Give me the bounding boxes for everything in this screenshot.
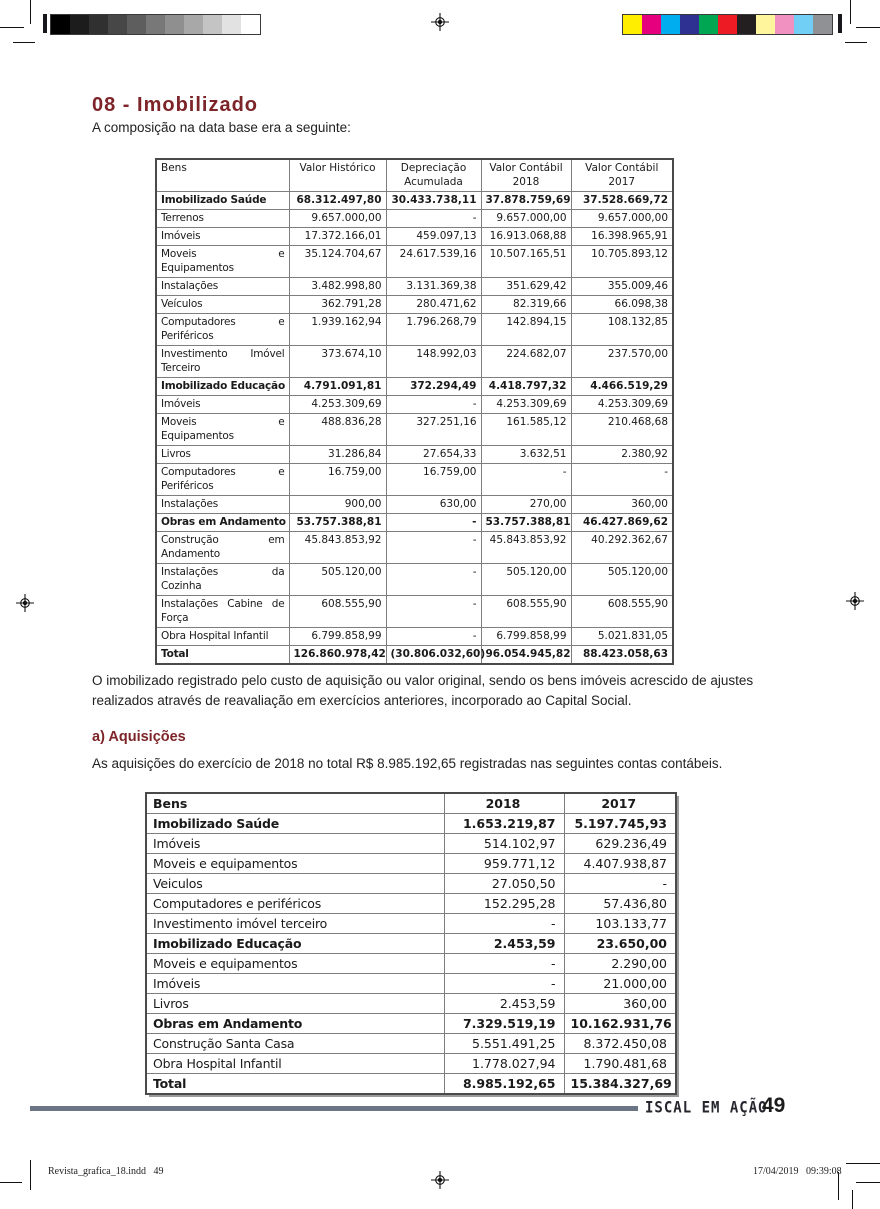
bens-cell: Imóveis [146,834,444,854]
table-row [146,1054,676,1074]
value-cell: 1.653.219,87 [444,814,564,834]
ink-density-bar [43,14,47,33]
value-cell: 24.617.539,16 [386,246,481,278]
value-cell: 2.453,59 [444,994,564,1014]
bens-cell: Imobilizado Educação [146,934,444,954]
section-subtitle: A composição na data base era a seguinte: [92,120,351,135]
grayscale-calibration-bar [50,14,261,35]
value-cell: - [386,596,481,628]
bens-cell: Total [146,1074,444,1095]
column-header: Valor Histórico [289,159,386,192]
table-row [156,278,673,296]
value-cell: 10.162.931,76 [564,1014,676,1034]
value-cell: 96.054.945,82 [481,646,571,665]
value-cell: 17.372.166,01 [289,228,386,246]
calibration-swatch [680,15,699,34]
value-cell: 126.860.978,42 [289,646,386,665]
bens-cell: Veículos [156,296,289,314]
column-header: 2017 [564,793,676,814]
bens-cell: Imóveis [156,228,289,246]
value-cell: 8.372.450,08 [564,1034,676,1054]
bens-cell: Total [156,646,289,665]
value-cell: 488.836,28 [289,414,386,446]
value-cell: 630,00 [386,496,481,514]
calibration-swatch [794,15,813,34]
calibration-swatch [146,15,165,34]
acquisitions-table [145,792,677,1095]
print-slug-filename: Revista_grafica_18.indd 49 [48,1166,164,1177]
table-row [146,854,676,874]
value-cell: 30.433.738,11 [386,192,481,210]
value-cell: 161.585,12 [481,414,571,446]
value-cell: 1.778.027,94 [444,1054,564,1074]
value-cell: 360,00 [564,994,676,1014]
value-cell: 142.894,15 [481,314,571,346]
value-cell: 40.292.362,67 [571,532,673,564]
section-title: 08 - Imobilizado [92,94,259,116]
value-cell: 224.682,07 [481,346,571,378]
value-cell: 9.657.000,00 [571,210,673,228]
body-paragraph: O imobilizado registrado pelo custo de aquisição ou valor original, sendo os bens imóveis acrescido de ajustes realizados através de reavaliação em exercícios anteriores, incorporado ao Capital Social. [92,673,754,709]
table-header-row [156,159,673,192]
bens-cell: Obra Hospital Infantil [146,1054,444,1074]
bens-cell: Imóveis [156,396,289,414]
crop-mark [0,27,24,28]
value-cell: 2.453,59 [444,934,564,954]
value-cell: - [444,974,564,994]
bens-cell: Construção em Andamento [156,532,289,564]
calibration-swatch [623,15,642,34]
value-cell: 16.913.068,88 [481,228,571,246]
value-cell: 4.253.309,69 [289,396,386,414]
table-row [146,874,676,894]
value-cell: 4.407.938,87 [564,854,676,874]
bens-cell: Terrenos [156,210,289,228]
value-cell: - [444,914,564,934]
calibration-swatch [70,15,89,34]
value-cell: - [386,514,481,532]
table-row [146,1034,676,1054]
table-row [146,974,676,994]
value-cell: 608.555,90 [571,596,673,628]
page-number: 49 [762,1094,786,1117]
value-cell: 360,00 [571,496,673,514]
table-row [146,1074,676,1095]
value-cell: 1.790.481,68 [564,1054,676,1074]
calibration-swatch [756,15,775,34]
bens-cell: Computadores e periféricos [146,894,444,914]
crop-mark [13,42,35,43]
bens-cell: Obras em Andamento [146,1014,444,1034]
value-cell: 5.551.491,25 [444,1034,564,1054]
table-row [156,296,673,314]
table-row [146,914,676,934]
table-row [146,1014,676,1034]
print-slug-timestamp: 17/04/2019 09:39:08 [753,1166,842,1177]
value-cell: 280.471,62 [386,296,481,314]
value-cell: 103.133,77 [564,914,676,934]
value-cell: - [386,532,481,564]
value-cell: 27.654,33 [386,446,481,464]
crop-mark [845,42,867,43]
bens-cell: Obra Hospital Infantil [156,628,289,646]
bens-cell: Moveis e equipamentos [146,954,444,974]
table-row [156,346,673,378]
table-row [156,514,673,532]
value-cell: 46.427.869,62 [571,514,673,532]
value-cell: 3.482.998,80 [289,278,386,296]
composition-table [155,158,674,665]
column-header: Valor Contábil 2017 [571,159,673,192]
registration-mark-icon [16,594,34,612]
value-cell: 37.528.669,72 [571,192,673,210]
value-cell: 270,00 [481,496,571,514]
calibration-swatch [184,15,203,34]
table-row [146,954,676,974]
value-cell: 8.985.192,65 [444,1074,564,1095]
calibration-swatch [737,15,756,34]
bens-cell: Livros [156,446,289,464]
value-cell: 4.253.309,69 [481,396,571,414]
value-cell: 9.657.000,00 [289,210,386,228]
value-cell: 4.418.797,32 [481,378,571,396]
crop-mark [0,1182,22,1183]
value-cell: 53.757.388,81 [289,514,386,532]
crop-mark [30,0,31,24]
bens-cell: Investimento Imóvel Terceiro [156,346,289,378]
value-cell: 45.843.853,92 [481,532,571,564]
bens-cell: Moveis e Equipamentos [156,246,289,278]
bens-cell: Instalações da Cozinha [156,564,289,596]
subsection-heading: a) Aquisições [92,729,186,745]
column-header: Bens [146,793,444,814]
footer-rule [30,1106,638,1111]
value-cell: 57.436,80 [564,894,676,914]
calibration-swatch [108,15,127,34]
value-cell: 210.468,68 [571,414,673,446]
value-cell: (30.806.032,60) [386,646,481,665]
color-calibration-bar [622,14,833,35]
value-cell: 6.799.858,99 [289,628,386,646]
subsection-intro: As aquisições do exercício de 2018 no total R$ 8.985.192,65 registradas nas seguintes contas contábeis. [92,756,723,771]
value-cell: 66.098,38 [571,296,673,314]
table-row [156,414,673,446]
value-cell: 505.120,00 [571,564,673,596]
table-row [156,464,673,496]
table-row [156,628,673,646]
value-cell: 35.124.704,67 [289,246,386,278]
bens-cell: Livros [146,994,444,1014]
value-cell: 4.253.309,69 [571,396,673,414]
calibration-swatch [222,15,241,34]
bens-cell: Instalações Cabine de Força [156,596,289,628]
value-cell: 15.384.327,69 [564,1074,676,1095]
table-row [156,446,673,464]
value-cell: 148.992,03 [386,346,481,378]
value-cell: 88.423.058,63 [571,646,673,665]
table-row [146,994,676,1014]
value-cell: 16.759,00 [289,464,386,496]
value-cell: 4.791.091,81 [289,378,386,396]
table-row [156,564,673,596]
ink-density-bar [838,14,842,33]
table-header-row [146,793,676,814]
calibration-swatch [51,15,70,34]
calibration-swatch [699,15,718,34]
crop-mark [852,1190,853,1209]
calibration-swatch [661,15,680,34]
calibration-swatch [813,15,832,34]
value-cell: 1.796.268,79 [386,314,481,346]
value-cell: 16.759,00 [386,464,481,496]
registration-mark-icon [846,592,864,610]
bens-cell: Construção Santa Casa [146,1034,444,1054]
value-cell: 68.312.497,80 [289,192,386,210]
table-row [156,532,673,564]
value-cell: 362.791,28 [289,296,386,314]
value-cell: - [386,628,481,646]
value-cell: 23.650,00 [564,934,676,954]
table-row [156,246,673,278]
value-cell: 10.705.893,12 [571,246,673,278]
column-header: Depreciação Acumulada [386,159,481,192]
value-cell: - [386,210,481,228]
column-header: 2018 [444,793,564,814]
table-row [156,210,673,228]
value-cell: - [386,396,481,414]
value-cell: 959.771,12 [444,854,564,874]
bens-cell: Investimento imóvel terceiro [146,914,444,934]
value-cell: 373.674,10 [289,346,386,378]
value-cell: - [386,564,481,596]
value-cell: 6.799.858,99 [481,628,571,646]
bens-cell: Computadores e Periféricos [156,314,289,346]
value-cell: 3.131.369,38 [386,278,481,296]
value-cell: 37.878.759,69 [481,192,571,210]
calibration-swatch [165,15,184,34]
value-cell: 2.380,92 [571,446,673,464]
value-cell: 4.466.519,29 [571,378,673,396]
column-header: Valor Contábil 2018 [481,159,571,192]
registration-mark-icon [431,13,449,31]
value-cell: 45.843.853,92 [289,532,386,564]
value-cell: 16.398.965,91 [571,228,673,246]
bens-cell: Imóveis [146,974,444,994]
table-row [156,646,673,665]
bens-cell: Instalações [156,496,289,514]
value-cell: 82.319,66 [481,296,571,314]
column-header: Bens [156,159,289,192]
calibration-swatch [89,15,108,34]
value-cell: 10.507.165,51 [481,246,571,278]
calibration-swatch [241,15,260,34]
value-cell: 53.757.388,81 [481,514,571,532]
bens-cell: Obras em Andamento [156,514,289,532]
table-row [156,192,673,210]
crop-mark [30,1160,31,1190]
magazine-logo: ISCAL EM AÇÃO [645,1098,768,1118]
calibration-swatch [203,15,222,34]
bens-cell: Veiculos [146,874,444,894]
table-row [146,894,676,914]
value-cell: 459.097,13 [386,228,481,246]
bens-cell: Computadores e Periféricos [156,464,289,496]
crop-mark [846,1163,880,1164]
value-cell: 372.294,49 [386,378,481,396]
value-cell: 237.570,00 [571,346,673,378]
value-cell: 351.629,42 [481,278,571,296]
value-cell: - [571,464,673,496]
value-cell: 108.132,85 [571,314,673,346]
value-cell: 5.021.831,05 [571,628,673,646]
value-cell: 1.939.162,94 [289,314,386,346]
value-cell: 152.295,28 [444,894,564,914]
crop-mark [856,1182,880,1183]
table-row [156,228,673,246]
table-row [146,814,676,834]
value-cell: 27.050,50 [444,874,564,894]
value-cell: 5.197.745,93 [564,814,676,834]
value-cell: 608.555,90 [289,596,386,628]
bens-cell: Instalações [156,278,289,296]
bens-cell: Imobilizado Educação [156,378,289,396]
value-cell: 21.000,00 [564,974,676,994]
bens-cell: Moveis e equipamentos [146,854,444,874]
table-row [156,314,673,346]
value-cell: 505.120,00 [289,564,386,596]
table-row [156,396,673,414]
table-row [156,378,673,396]
table-row [156,496,673,514]
value-cell: 514.102,97 [444,834,564,854]
value-cell: - [444,954,564,974]
value-cell: 505.120,00 [481,564,571,596]
value-cell: 3.632,51 [481,446,571,464]
table-row [146,834,676,854]
calibration-swatch [642,15,661,34]
value-cell: - [481,464,571,496]
crop-mark [856,27,880,28]
value-cell: - [564,874,676,894]
value-cell: 900,00 [289,496,386,514]
calibration-swatch [718,15,737,34]
registration-mark-icon [431,1171,449,1189]
value-cell: 327.251,16 [386,414,481,446]
calibration-swatch [775,15,794,34]
value-cell: 355.009,46 [571,278,673,296]
crop-mark [850,0,851,24]
value-cell: 629.236,49 [564,834,676,854]
value-cell: 9.657.000,00 [481,210,571,228]
bens-cell: Imobilizado Saúde [156,192,289,210]
bens-cell: Moveis e Equipamentos [156,414,289,446]
value-cell: 2.290,00 [564,954,676,974]
value-cell: 7.329.519,19 [444,1014,564,1034]
value-cell: 31.286,84 [289,446,386,464]
table-row [146,934,676,954]
bens-cell: Imobilizado Saúde [146,814,444,834]
calibration-swatch [127,15,146,34]
table-row [156,596,673,628]
value-cell: 608.555,90 [481,596,571,628]
